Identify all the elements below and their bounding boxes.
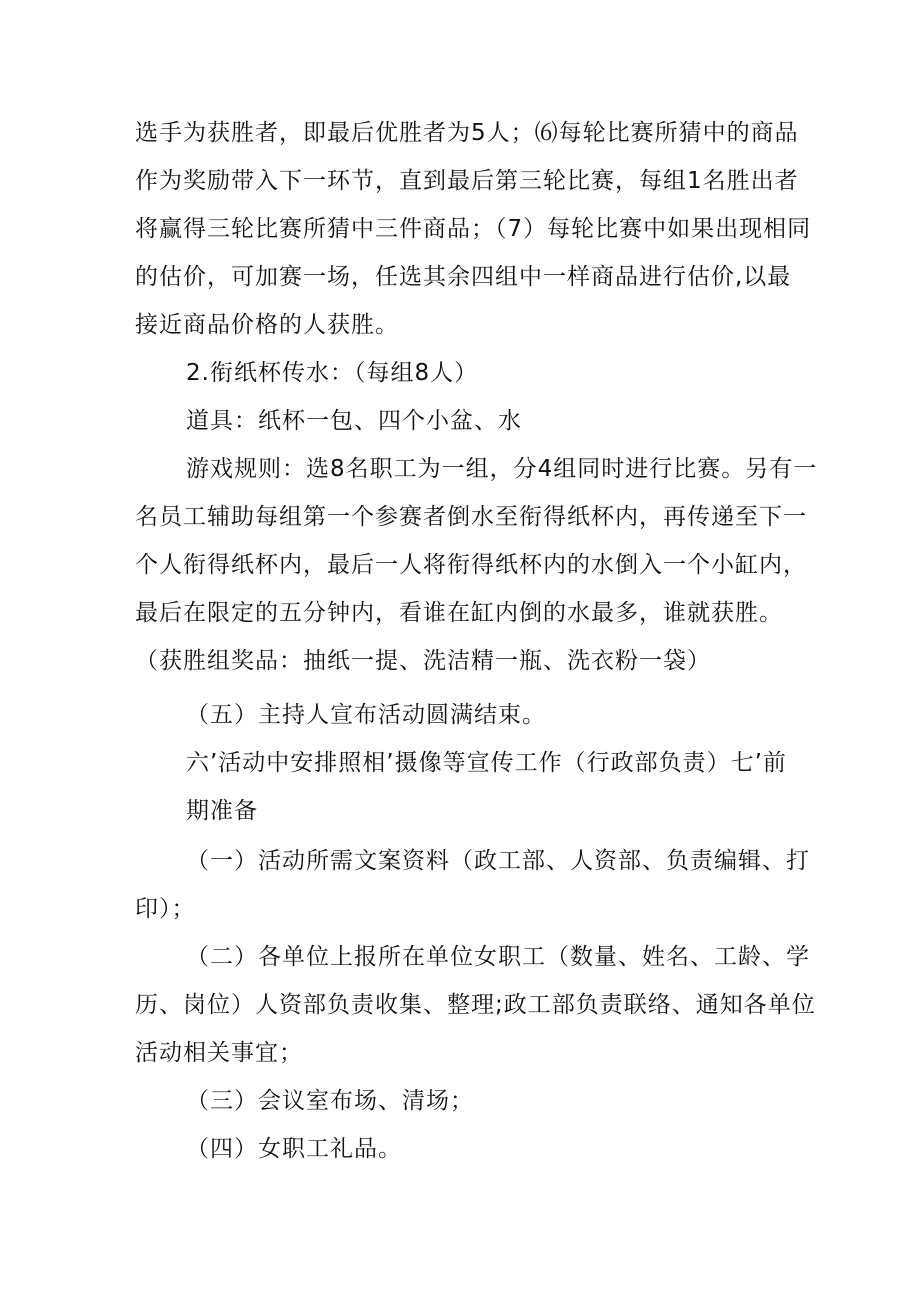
text-line: 游戏规则：选8名职工为一组，分4组同时进行比赛。另有一 [186, 456, 818, 482]
text-line: 活动相关事宜； [135, 1040, 303, 1066]
text-line: （三）会议室布场、清场； [186, 1088, 474, 1114]
text-line: 历、岗位）人资部负责收集、整理;政工部负责联络、通知各单位 [135, 992, 816, 1018]
section-heading: 2.衔纸杯传水：（每组8人） [186, 360, 479, 386]
text-line: 名员工辅助每组第一个参赛者倒水至衔得纸杯内，再传递至下一 [135, 504, 807, 530]
text-line: 最后在限定的五分钟内，看谁在缸内倒的水最多，谁就获胜。 [135, 600, 783, 626]
text-line: （获胜组奖品：抽纸一提、洗洁精一瓶、洗衣粉一袋） [135, 648, 711, 674]
text-line: 期准备 [186, 798, 258, 824]
text-line: 选手为获胜者，即最后优胜者为5人；⑹每轮比赛所猜中的商品 [135, 120, 799, 146]
text-line: 印）； [135, 896, 196, 922]
text-line: 作为奖励带入下一环节，直到最后第三轮比赛，每组1名胜出者 [135, 168, 799, 194]
text-line: 六’活动中安排照相’摄像等宣传工作（行政部负责）七’前 [186, 750, 787, 776]
text-line: 的估价，可加赛一场，任选其余四组中一样商品进行估价,以最 [135, 264, 792, 290]
text-line: （四）女职工礼品。 [186, 1136, 402, 1162]
text-line: 个人衔得纸杯内，最后一人将衔得纸杯内的水倒入一个小缸内， [135, 552, 807, 578]
text-line: 道具：纸杯一包、四个小盆、水 [186, 408, 522, 434]
text-line: 将赢得三轮比赛所猜中三件商品；（7）每轮比赛中如果出现相同 [135, 216, 812, 242]
text-line: 接近商品价格的人获胜。 [135, 312, 399, 338]
text-line: （五）主持人宣布活动圆满结束。 [186, 702, 546, 728]
text-line: （二）各单位上报所在单位女职工（数量、姓名、工龄、学 [186, 944, 810, 970]
text-line: （一）活动所需文案资料（政工部、人资部、负责编辑、打 [186, 848, 810, 874]
